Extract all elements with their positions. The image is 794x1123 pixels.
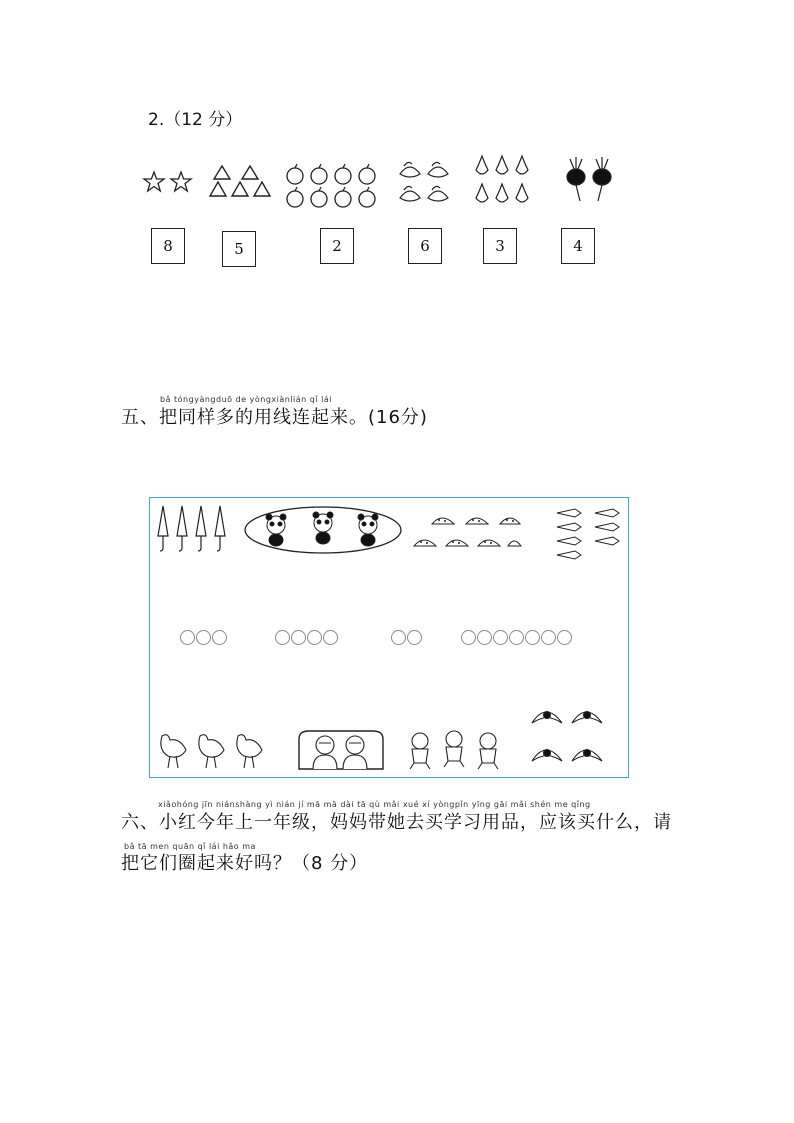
- question-6-line-2: 把它们圈起来好吗？（8 分）: [121, 853, 369, 874]
- star-icon: [143, 170, 198, 195]
- mushroom-icon[interactable]: [412, 510, 522, 552]
- number-box[interactable]: 8: [151, 228, 185, 264]
- question-5-pinyin: bǎ tóngyàngduō de yòngxiànlián qǐ lái: [160, 395, 332, 404]
- pig-icon[interactable]: [406, 729, 508, 773]
- question-6-pinyin-line-1: xiǎohóng jīn niánshàng yì nián jí mā mā dài tā qù mǎi xué xí yòngpǐn yīng gāi mǎi shén me qǐng: [158, 800, 591, 809]
- number-box[interactable]: 5: [222, 231, 256, 267]
- apple-icon: [284, 164, 380, 212]
- pear-icon: [473, 152, 533, 210]
- bird-icon[interactable]: [530, 703, 608, 773]
- astronaut-icon[interactable]: [295, 729, 387, 771]
- question-6-line-1: 六、小红今年上一年级，妈妈带她去买学习用品，应该买什么，请: [121, 812, 672, 833]
- peach-icon: [396, 158, 454, 208]
- number-box[interactable]: 6: [408, 228, 442, 264]
- panda-icon[interactable]: [243, 505, 403, 555]
- number-box[interactable]: 4: [561, 228, 595, 264]
- number-box[interactable]: 2: [320, 228, 354, 264]
- matching-frame: [149, 497, 629, 778]
- pencil-icon[interactable]: [555, 505, 621, 563]
- umbrella-icon[interactable]: [155, 504, 233, 552]
- hen-icon[interactable]: [158, 730, 274, 772]
- radish-icon: [562, 155, 614, 207]
- question-2-title: 2.（12 分）: [148, 110, 243, 130]
- number-box[interactable]: 3: [483, 228, 517, 264]
- triangle-icon: [210, 165, 272, 199]
- question-6-pinyin-line-2: bǎ tā men quān qǐ lái hǎo ma: [124, 842, 256, 851]
- question-5-title: 五、把同样多的用线连起来。(16分): [121, 407, 428, 428]
